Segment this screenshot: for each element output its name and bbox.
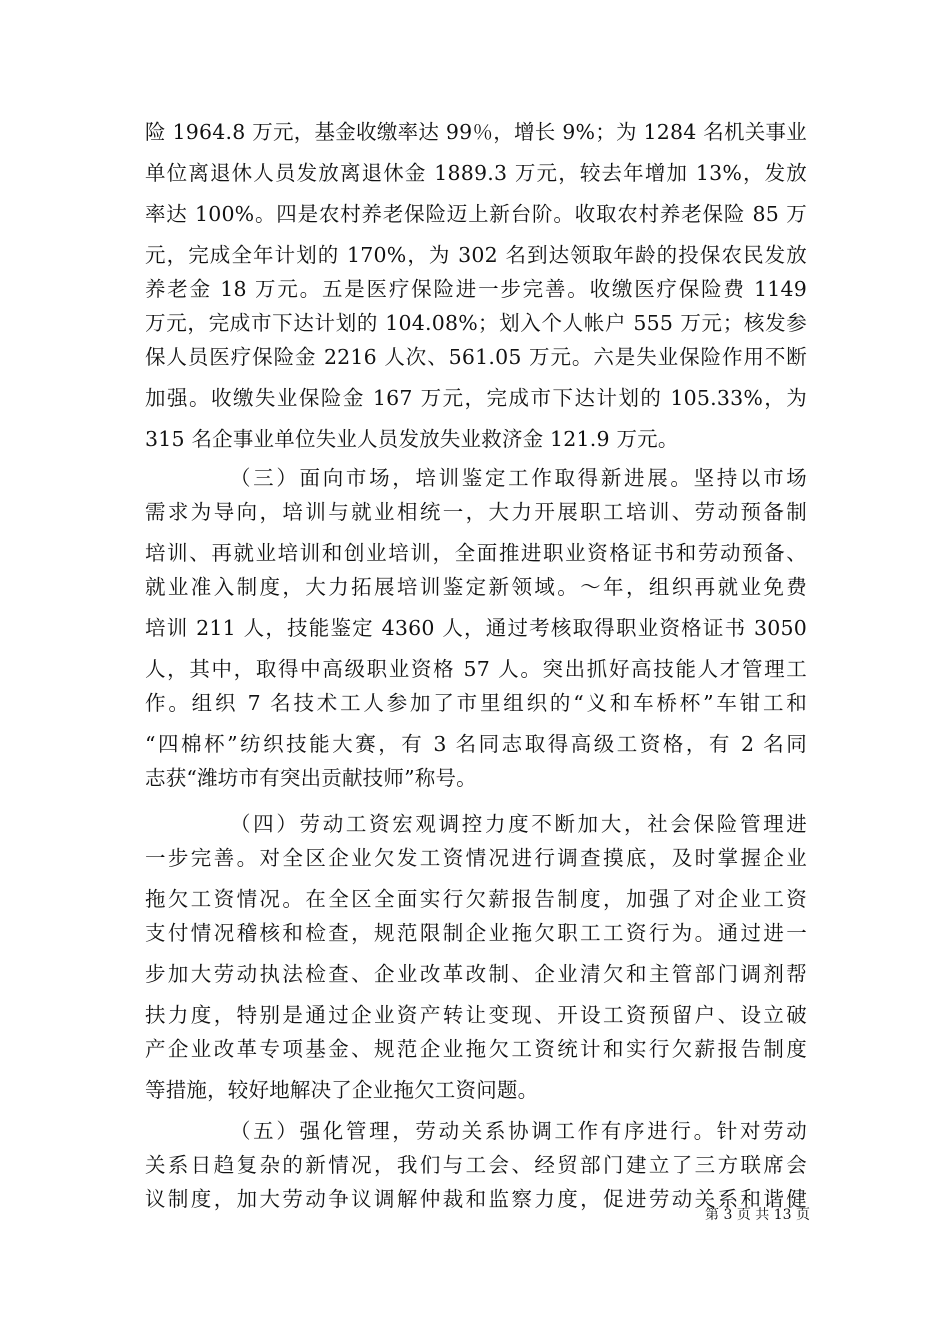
text-line: 元，完成全年计划的 170%，为 302 名到达领取年龄的投保农民发放 (145, 243, 807, 267)
text-line: 一步完善。对全区企业欠发工资情况进行调查摸底，及时掌握企业 (145, 846, 807, 870)
text-line: 培训、再就业培训和创业培训，全面推进职业资格证书和劳动预备、 (145, 541, 807, 565)
page-number: 第 3 页 共 13 页 (705, 1207, 810, 1223)
text-line: 步加大劳动执法检查、企业改革改制、企业清欠和主管部门调剂帮 (145, 962, 807, 986)
text-line: 养老金 18 万元。五是医疗保险进一步完善。收缴医疗保险费 1149 (145, 277, 807, 301)
text-line: 拖欠工资情况。在全区全面实行欠薪报告制度，加强了对企业工资 (145, 887, 807, 911)
text-line: 作。组织 7 名技术工人参加了市里组织的“义和车桥杯”车钳工和 (145, 691, 807, 715)
text-line: 等措施，较好地解决了企业拖欠工资问题。 (145, 1078, 539, 1102)
text-line: 率达 100%。四是农村养老保险迈上新台阶。收取农村养老保险 85 万 (145, 202, 807, 226)
text-line: 支付情况稽核和检查，规范限制企业拖欠职工工资行为。通过进一 (145, 921, 807, 945)
text-line: 单位离退休人员发放离退休金 1889.3 万元，较去年增加 13%，发放 (145, 161, 807, 185)
text-line: 保人员医疗保险金 2216 人次、561.05 万元。六是失业保险作用不断 (145, 345, 807, 369)
text-line: “四棉杯”纺织技能大赛，有 3 名同志取得高级工资格，有 2 名同 (145, 732, 807, 756)
text-line: 人，其中，取得中高级职业资格 57 人。突出抓好高技能人才管理工 (145, 657, 807, 681)
paragraph-heading-5: （五）强化管理，劳动关系协调工作有序进行。针对劳动 (230, 1119, 807, 1143)
text-line: 万元，完成市下达计划的 104.08%；划入个人帐户 555 万元；核发参 (145, 311, 807, 335)
text-line: 险 1964.8 万元，基金收缴率达 99％，增长 9%；为 1284 名机关事业 (145, 120, 807, 144)
text-line: 315 名企事业单位失业人员发放失业救济金 121.9 万元。 (145, 427, 679, 451)
paragraph-heading-4: （四）劳动工资宏观调控力度不断加大，社会保险管理进 (230, 812, 807, 836)
text-line: 产企业改革专项基金、规范企业拖欠工资统计和实行欠薪报告制度 (145, 1037, 807, 1061)
text-line: 议制度，加大劳动争议调解仲裁和监察力度，促进劳动关系和谐健 (145, 1187, 807, 1211)
text-line: 需求为导向，培训与就业相统一，大力开展职工培训、劳动预备制 (145, 500, 807, 524)
text-line: 培训 211 人，技能鉴定 4360 人，通过考核取得职业资格证书 3050 (145, 616, 807, 640)
text-line: 就业准入制度，大力拓展培训鉴定新领域。～年，组织再就业免费 (145, 575, 807, 599)
paragraph-heading-3: （三）面向市场，培训鉴定工作取得新进展。坚持以市场 (230, 466, 807, 490)
text-line: 关系日趋复杂的新情况，我们与工会、经贸部门建立了三方联席会 (145, 1153, 807, 1177)
text-line: 扶力度，特别是通过企业资产转让变现、开设工资预留户、设立破 (145, 1003, 807, 1027)
text-line: 加强。收缴失业保险金 167 万元，完成市下达计划的 105.33%，为 (145, 386, 807, 410)
text-line: 志获“潍坊市有突出贡献技师”称号。 (145, 766, 477, 790)
